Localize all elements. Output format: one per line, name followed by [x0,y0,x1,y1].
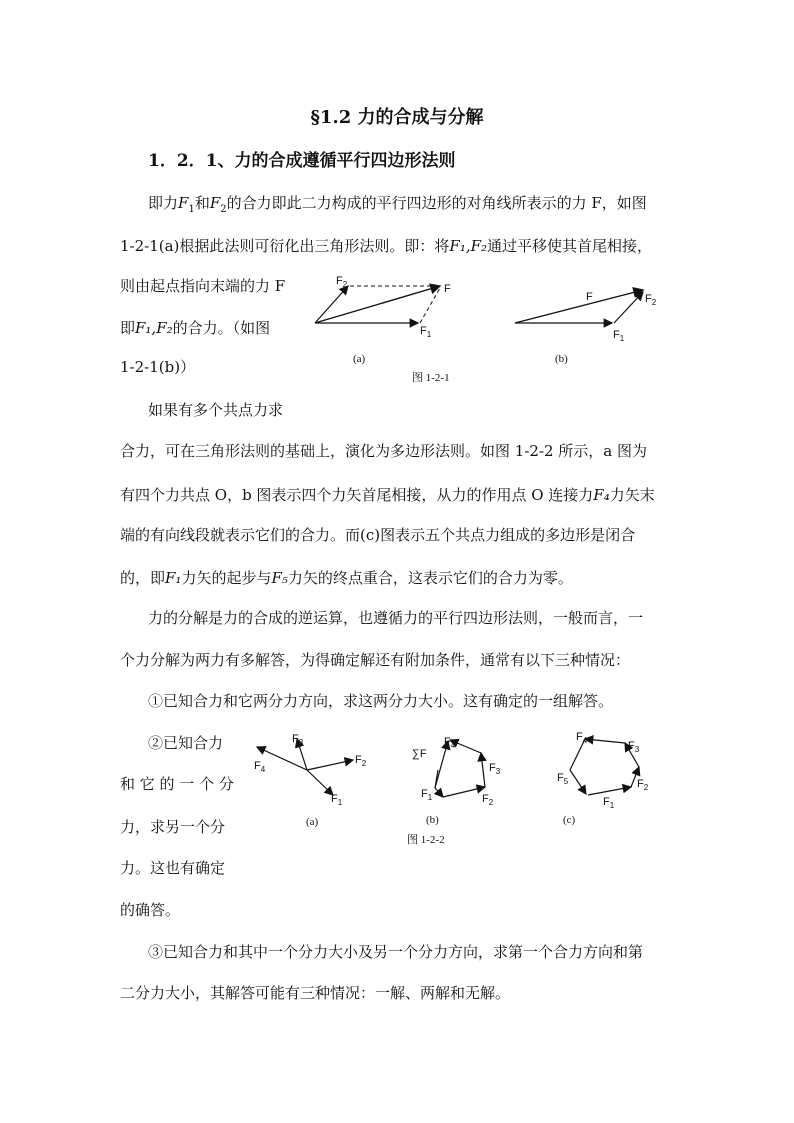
item-2-line2: 和 它 的 一 个 分 [120,775,234,793]
caption-c: (c) [563,814,576,826]
para2-line1: 如果有多个共点力求 [148,401,284,419]
label-f3-a: $F_3$ [292,733,304,747]
force-symbols: F₁,F₂ [135,319,173,337]
para2-line5 [120,568,573,588]
text-fragment: 即 [120,319,136,337]
force-symbol: F [209,194,221,212]
item-3-line2: 二分力大小，其解答可能有三种情况：一解、两解和无解。 [120,984,511,1002]
para1-line1 [148,193,647,220]
item-1: ①已知合力和它两分力方向，求这两分力大小。这有确定的一组解答。 [148,692,614,710]
label-f4-c: $F_4$ [576,731,588,745]
text-fragment: 有四个力共点 O，b 图表示四个力矢首尾相接，从力的作用点 O 连接力 [120,486,594,504]
para1-line4 [120,318,270,338]
text-fragment: 即力 [148,194,179,212]
label-f1-b: $F_1$ [613,329,625,343]
label-f4-b: $F_4$ [444,736,456,750]
text-fragment: 和 [194,194,210,212]
dashed-line-side [420,288,440,323]
label-f1-b: $F_1$ [421,788,433,802]
label-f4-a: $F_4$ [254,760,266,774]
label-f2-b: $F_2$ [482,793,494,807]
subscript: 2 [220,204,227,215]
vector-f-b [515,290,643,323]
force-symbol: F [178,194,189,212]
text-fragment: 的合力即此二力构成的平行四边形的对角线所表示的力 F，如图 [226,194,647,212]
force-symbol: F₄ [593,486,610,504]
label-f1-a: $F_1$ [420,325,432,339]
caption-b: (b) [426,814,439,826]
para3-line1: 力的分解是力的合成的逆运算，也遵循力的平行四边形法则，一般而言，一 [148,609,644,627]
item-2-line3: 力，求另一个分 [120,818,226,836]
para2-line4: 端的有向线段就表示它们的合力。而(c)图表示五个共点力组成的多边形是闭合 [120,526,636,544]
item-2-line5: 的确答。 [120,901,181,919]
label-f-b: F [586,291,593,303]
label-f5-c: $F_5$ [557,772,569,786]
para2-line3 [120,485,655,505]
text-fragment: 力矢的起步与 [181,569,272,587]
force-symbols: F₁,F₂ [449,237,488,255]
label-f3-c: $F_3$ [628,740,640,754]
label-f1-a: $F_1$ [331,793,343,807]
label-f3-b: $F_3$ [489,762,501,776]
figure-1-2-1 [300,268,680,388]
vector-f2-a [307,760,353,770]
vector-f2-b [443,787,485,797]
vector-f-a [315,286,440,323]
para2-line2: 合力，可在三角形法则的基础上，演化为多边形法则。如图 1-2-2 所示，a 图为 [120,442,648,460]
item-3-line1: ③已知合力和其中一个分力大小及另一个分力方向，求第一个合力方向和第 [148,943,644,961]
text-fragment: 的，即 [120,569,166,587]
text-fragment: 通过平移使其首尾相接， [487,237,653,255]
figure-caption: 图 1-2-1 [412,372,450,384]
figure-1-2-2 [245,725,665,850]
text-fragment: 力矢末 [609,486,655,504]
subscript: 1 [188,204,195,215]
vector-f1-b [435,788,443,797]
para1-line5: 1-2-1(b)） [120,358,196,376]
vector-sum-b [435,741,448,788]
page-title: §1.2 力的合成与分解 [310,107,484,128]
label-f1-c: $F_1$ [603,796,615,810]
text-fragment: 1-2-1(a)根据此法则可衍化出三角形法则。即：将 [120,237,450,255]
text-fragment: 的合力。（如图 [172,319,271,337]
section-heading: 1．2．1、力的合成遵循平行四边形法则 [148,151,456,171]
label-sum-b: ∑F [412,748,427,760]
force-symbol: F₅ [271,569,288,587]
label-f2-c: $F_2$ [637,778,649,792]
vector-f3-b [481,753,485,787]
vector-f5-c [570,770,586,794]
caption-b: (b) [555,353,568,365]
label-f2-b: $F_2$ [645,293,657,307]
label-f2-a: $F_2$ [336,275,348,289]
label-f-a: F [444,283,451,295]
label-f2-a: $F_2$ [355,754,367,768]
item-2-line4: 力。这也有确定 [120,859,226,877]
caption-a: (a) [353,353,366,365]
para3-line2: 个力分解为两力有多解答，为得确定解还有附加条件，通常有以下三种情况： [120,651,631,669]
vector-f4-c [585,739,625,743]
para1-line3: 则由起点指向末端的力 F [120,277,286,295]
caption-a: (a) [306,816,319,828]
vector-f1-c [588,787,631,795]
para1-line2 [120,236,652,256]
vector-f1-a [307,770,333,795]
item-2-line1: ②已知合力 [148,734,224,752]
text-fragment: 力矢的终点重合，这表示它们的合力为零。 [287,569,573,587]
force-symbol: F₁ [165,569,182,587]
figure-caption: 图 1-2-2 [407,834,445,846]
